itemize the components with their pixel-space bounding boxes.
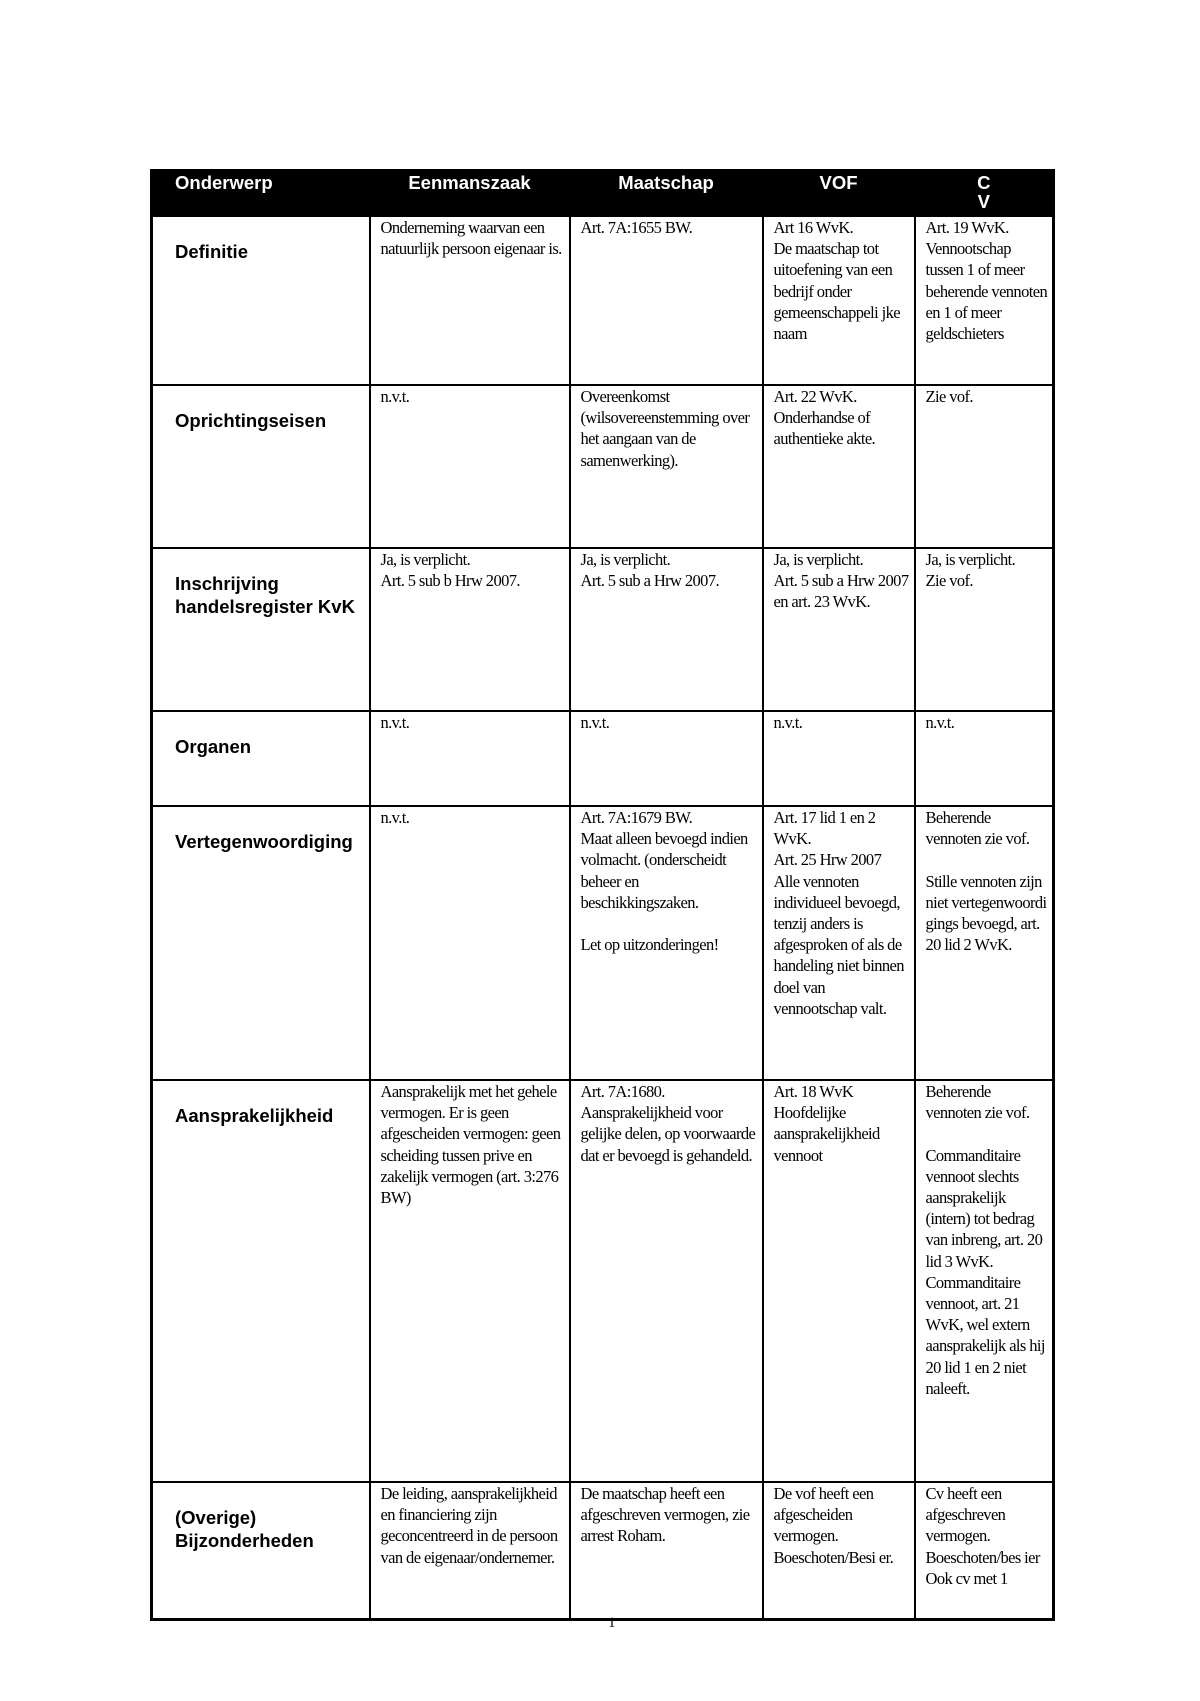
page-number: 1 <box>608 1615 616 1631</box>
row-label: Aansprakelijkheid <box>152 1080 370 1482</box>
cell-vof <box>763 806 915 1080</box>
cell-maatschap <box>570 548 763 711</box>
table-row-definitie <box>152 216 1054 385</box>
cell-eenmanszaak <box>370 806 570 1080</box>
header-cv-line1: C <box>977 172 991 193</box>
cell-text: Aansprakelijk met het gehele vermogen. Er is geen afgescheiden vermogen: geen scheiding tussen prive en zakelijk vermogen (art. 3:276 BW) <box>380 1082 561 1208</box>
cell-vof <box>763 1080 915 1482</box>
cell-cv <box>915 548 1054 711</box>
header-eenmanszaak: Eenmanszaak <box>370 171 570 217</box>
cell-maatschap <box>570 1080 763 1482</box>
cell-cv <box>915 806 1054 1080</box>
cell-text: Overeenkomst (wilsovereenstemming over het aangaan van de samenwerking). <box>580 387 750 470</box>
cell-maatschap <box>570 385 763 548</box>
cell-eenmanszaak <box>370 1482 570 1619</box>
cell-eenmanszaak <box>370 385 570 548</box>
cell-eenmanszaak <box>370 548 570 711</box>
cell-text: Art. 7A:1655 BW. <box>580 218 693 237</box>
cell-text: Art. 22 WvK. Onderhandse of authentieke akte. <box>773 387 876 449</box>
table-row-inschrijving <box>152 548 1054 711</box>
cell-text: Art. 7A:1679 BW. Maat alleen bevoegd indien volmacht. (onderscheidt beheer en beschikkingszaken. Let op uitzonderingen! <box>580 808 748 955</box>
comparison-table <box>150 169 1055 1621</box>
table-row-organen <box>152 711 1054 806</box>
cell-text: Ja, is verplicht. Art. 5 sub a Hrw 2007. <box>580 550 719 591</box>
cell-cv <box>915 385 1054 548</box>
cell-text: n.v.t. <box>380 808 410 827</box>
cell-maatschap <box>570 1482 763 1619</box>
table-row-vertegenwoordiging <box>152 806 1054 1080</box>
cell-maatschap <box>570 216 763 385</box>
cell-text: Ja, is verplicht. Zie vof. <box>925 550 1016 591</box>
cell-text: De maatschap heeft een afgeschreven vermogen, zie arrest Roham. <box>580 1484 750 1546</box>
cell-text: Art. 17 lid 1 en 2 WvK. Art. 25 Hrw 2007 Alle vennoten individueel bevoegd, tenzij anders is afgesproken of als de handeling niet binnen doel van vennootschap valt. <box>773 808 904 1018</box>
cell-vof <box>763 385 915 548</box>
table-row-oprichtingseisen <box>152 385 1054 548</box>
cell-text: n.v.t. <box>580 713 610 732</box>
row-label: Definitie <box>152 216 370 385</box>
cell-text: n.v.t. <box>380 713 410 732</box>
cell-text: Ja, is verplicht. Art. 5 sub a Hrw 2007 en art. 23 WvK. <box>773 550 909 612</box>
row-label: Oprichtingseisen <box>152 385 370 548</box>
cell-vof <box>763 1482 915 1619</box>
cell-text: n.v.t. <box>925 713 955 732</box>
table-header-row <box>152 171 1054 217</box>
row-label: Vertegenwoordiging <box>152 806 370 1080</box>
cell-text: Art. 7A:1680. Aansprakelijkheid voor gelijke delen, op voorwaarde dat er bevoegd is gehandeld. <box>580 1082 756 1165</box>
row-label: Organen <box>152 711 370 806</box>
cell-text: De vof heeft een afgescheiden vermogen. Boeschoten/Besi er. <box>773 1484 894 1567</box>
cell-cv <box>915 711 1054 806</box>
cell-text: Onderneming waarvan een natuurlijk persoon eigenaar is. <box>380 218 562 259</box>
cell-text: Ja, is verplicht. Art. 5 sub b Hrw 2007. <box>380 550 520 591</box>
cell-text: Art. 19 WvK. Vennootschap tussen 1 of meer beherende vennoten en 1 of meer geldschieters <box>925 218 1048 344</box>
cell-cv <box>915 1080 1054 1482</box>
cell-text: Beherende vennoten zie vof. Commanditaire vennoot slechts aansprakelijk (intern) tot bedrag van inbreng, art. 20 lid 3 WvK. Commanditaire vennoot, art. 21 WvK, wel extern aansprakelijk als hij 20 lid 1 en 2 niet naleeft. <box>925 1082 1045 1398</box>
row-label: (Overige) Bijzonderheden <box>152 1482 370 1619</box>
cell-text: De leiding, aansprakelijkheid en financiering zijn geconcentreerd in de persoon van de eigenaar/ondernemer. <box>380 1484 558 1567</box>
cell-cv <box>915 216 1054 385</box>
cell-vof <box>763 548 915 711</box>
header-onderwerp: Onderwerp <box>152 171 370 217</box>
cell-text: Beherende vennoten zie vof. Stille vennoten zijn niet vertegenwoordi gings bevoegd, art. 20 lid 2 WvK. <box>925 808 1047 955</box>
cell-text: Cv heeft een afgeschreven vermogen. Boeschoten/bes ier Ook cv met 1 <box>925 1484 1040 1588</box>
cell-text: n.v.t. <box>773 713 803 732</box>
header-cv-line2: V <box>977 191 990 212</box>
header-maatschap: Maatschap <box>570 171 763 217</box>
cell-eenmanszaak <box>370 711 570 806</box>
cell-maatschap <box>570 711 763 806</box>
table-row-bijzonderheden <box>152 1482 1054 1619</box>
cell-eenmanszaak <box>370 216 570 385</box>
cell-maatschap <box>570 806 763 1080</box>
cell-text: Zie vof. <box>925 387 973 406</box>
cell-cv <box>915 1482 1054 1619</box>
cell-eenmanszaak <box>370 1080 570 1482</box>
cell-vof <box>763 711 915 806</box>
header-vof: VOF <box>763 171 915 217</box>
cell-text: n.v.t. <box>380 387 410 406</box>
header-cv <box>915 171 1054 217</box>
row-label: Inschrijving handelsregister KvK <box>152 548 370 711</box>
cell-vof <box>763 216 915 385</box>
cell-text: Art 16 WvK. De maatschap tot uitoefening van een bedrijf onder gemeenschappeli jke naam <box>773 218 900 344</box>
table-row-aansprakelijkheid <box>152 1080 1054 1482</box>
cell-text: Art. 18 WvK Hoofdelijke aansprakelijkheid vennoot <box>773 1082 880 1165</box>
